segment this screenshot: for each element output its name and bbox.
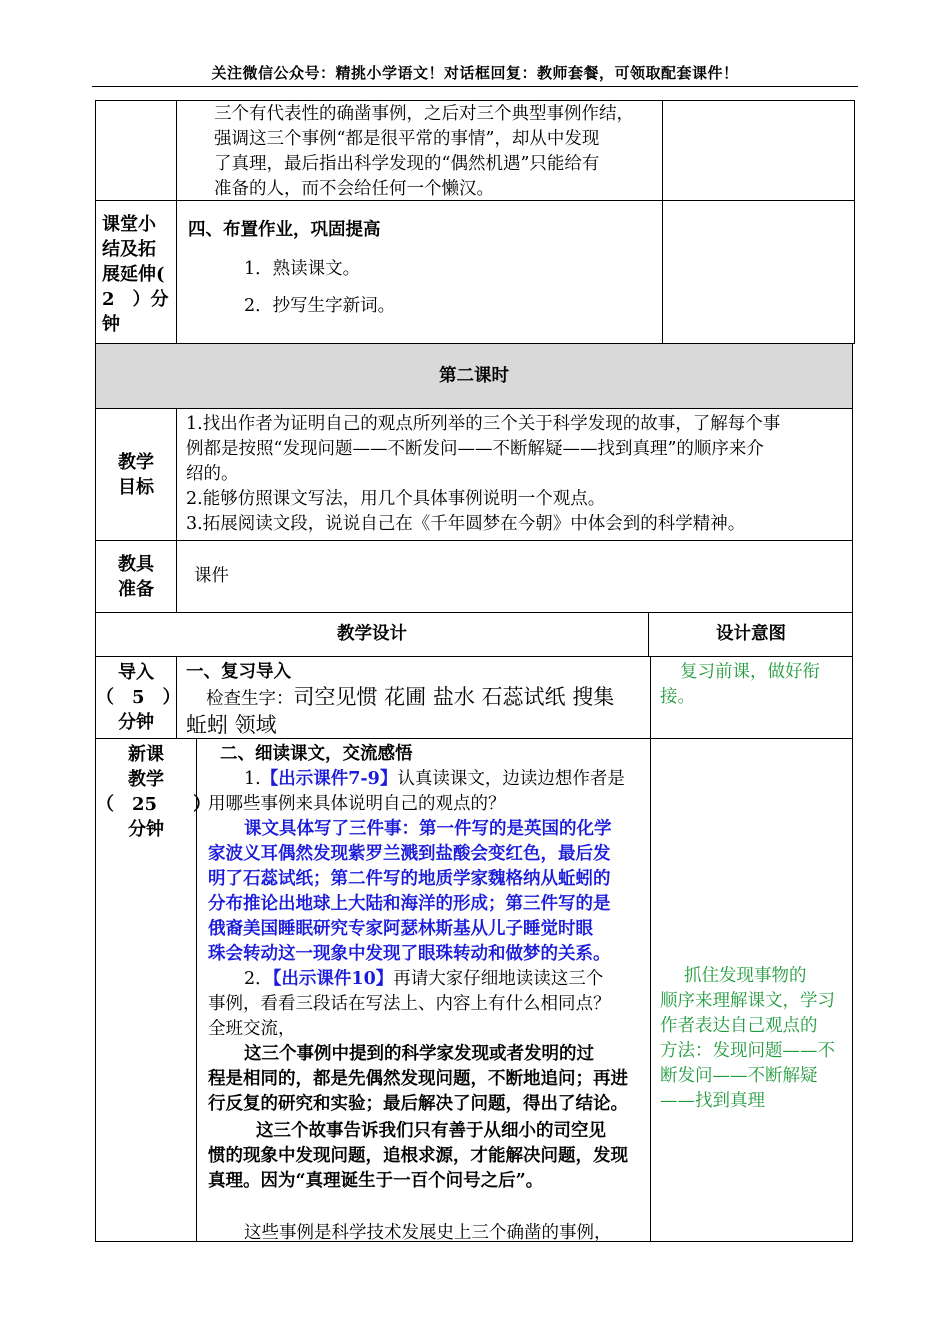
intro-label: 导入 （ 5 ） 分钟	[96, 662, 181, 733]
goals-label: 教学 目标	[118, 452, 154, 498]
lesson2-title: 第二课时	[439, 366, 509, 386]
header-rule	[92, 86, 858, 87]
goal-line: 3.拓展阅读文段，说说自己在《千年圆梦在今朝》中体会到的科学精神。	[186, 514, 746, 534]
intro-intent: 复习前课，做好衔 接。	[660, 662, 820, 707]
goals-text	[186, 412, 850, 537]
goal-line: 例都是按照“发现问题——不断发问——不断解疑——找到真理”的顺序来介	[186, 439, 764, 459]
summary-label: 课堂小 结及拓 展延伸( 2 ）分 钟	[102, 214, 169, 335]
goal-line: 1.找出作者为证明自己的观点所列举的三个关于科学发现的故事，了解每个事	[186, 414, 781, 434]
page-header: 关注微信公众号：精挑小学语文！对话框回复：教师套餐，可领取配套课件！	[211, 64, 739, 82]
q2-line-2: 事例，看看三段话在写法上、内容上有什么相同点？	[208, 994, 611, 1014]
intro-check	[186, 684, 648, 739]
newlesson-content	[208, 742, 648, 1246]
newlesson-intent: 抓住发现事物的 顺序来理解课文，学习 作者表达自己观点的 方法：发现问题——不 断发问——不断解疑 ——找到真理	[660, 966, 835, 1111]
goal-line: 绍的。	[186, 464, 239, 484]
continuation-line: 了真理，最后指出科学发现的“偶然机遇”只能给有	[214, 154, 600, 174]
intro-heading: 一、复习导入	[186, 662, 291, 682]
answer-2: 这三个事例中提到的科学家发现或者发明的过 程是相同的，都是先偶然发现问题，不断地追问；再进 行反复的研究和实验；最后解决了问题，得出了结论。	[208, 1044, 628, 1114]
intro-check-words-2: 蚯蚓 领域	[186, 713, 277, 737]
continuation-line: 准备的人，而不会给任何一个懒汉。	[214, 179, 494, 199]
design-header-left: 教学设计	[337, 624, 407, 644]
tools-text: 课件	[194, 566, 229, 586]
intro-check-words: 司空见惯 花圃 盐水 石蕊试纸 搜集	[293, 685, 615, 709]
summary-item: 1．熟读课文。	[244, 259, 361, 279]
q1-line-2: 用哪些事例来具体说明自己的观点的？	[208, 794, 506, 814]
continuation-text	[214, 102, 660, 202]
answer-3: 这三个故事告诉我们只有善于从细小的司空见 惯的现象中发现问题，追根求源，才能解决问题，发现 真理。因为“真理诞生于一百个问号之后”。	[208, 1121, 628, 1191]
newlesson-label: 新课 教学 （ 25 ） 分钟	[96, 744, 212, 840]
continuation-line: 三个有代表性的确凿事例，之后对三个典型事例作结，	[214, 104, 634, 124]
q2-line: 2．【出示课件10】再请大家仔细地读读这三个	[244, 969, 604, 989]
q1-line: 1.【出示课件7-9】认真读课文，边读边想作者是	[244, 769, 625, 789]
answer-1: 课文具体写了三件事：第一件写的是英国的化学 家波义耳偶然发现紫罗兰溅到盐酸会变红色，最后发 明了石蕊试纸；第二件写的地质学家魏格纳从蚯蚓的 分布推论出地球上大陆和海洋的形成；第三件写的是 俄裔美国睡眠研究专家阿瑟林斯基从儿子睡觉时眼 珠会转动这一现象中发现了眼珠转动和做梦的关系。	[208, 819, 612, 964]
tools-label: 教具 准备	[118, 554, 154, 600]
summary-item: 2．抄写生字新词。	[244, 296, 396, 316]
goal-line: 2.能够仿照课文写法，用几个具体事例说明一个观点。	[186, 489, 606, 509]
summary-heading: 四、布置作业，巩固提高	[188, 220, 381, 240]
intro-check-prefix: 检查生字：	[206, 689, 294, 709]
last-line: 这些事例是科学技术发展史上三个确凿的事例，	[244, 1223, 612, 1243]
design-header-right: 设计意图	[716, 624, 786, 644]
newlesson-heading: 二、细读课文，交流感悟	[220, 744, 413, 764]
q2-line-3: 全班交流，	[208, 1019, 296, 1039]
continuation-line: 强调这三个事例“都是很平常的事情”，却从中发现	[214, 129, 600, 149]
